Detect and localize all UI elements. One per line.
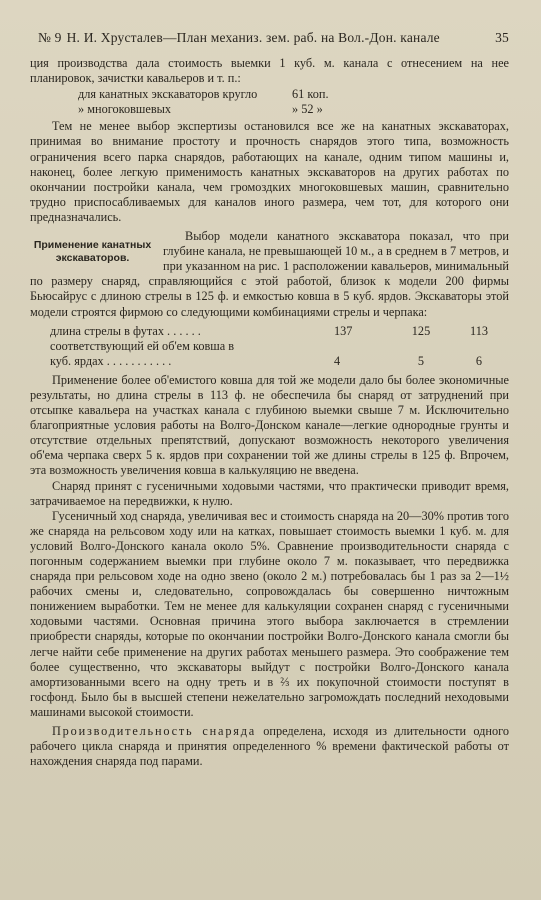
cost-label: » многоковшевых (78, 102, 172, 117)
table-cell: 125 (411, 323, 431, 338)
cost-label: для канатных экскаваторов кругло (78, 87, 258, 102)
row-label: длина стрелы в футах . . . . . . (50, 323, 201, 338)
row-label: соответствующий ей об'ем ковша в (50, 338, 235, 353)
list-item (30, 102, 509, 117)
list-item (30, 87, 509, 102)
article-body (30, 56, 509, 769)
table-row (50, 324, 509, 339)
issue-number: № 9 (38, 30, 62, 45)
table-cell: 5 (417, 353, 425, 368)
cost-value: 61 коп. (292, 87, 329, 102)
paragraph: Выбор модели канатного экскаватора показал, что при глубине канала, не превышающей 10 м., а в среднем в 7 метров, и при указанном на рис. 1 расположении кавальеров, минимальный по размеру снаряд, справляющийся с этой работой, близок к модели 200 фирмы Бьюсайрус с длиною стрелы в 125 ф. и емкостью ковша в 5 куб. ярдов. Экскаваторы этой модели строятся фирмою со следующими комбинациями стрелы и черпака: (30, 229, 509, 319)
running-header (30, 30, 509, 46)
table-row (50, 354, 509, 369)
table-row (50, 339, 509, 354)
paragraph: Применение более об'емистого ковша для той же модели дало бы более экономичные результаты, но длина стрелы в 113 ф. не обеспечила бы снаряд от затруднений при отсыпке кавальера на участках канала с глубиною выемки свыше 7 м. Исключительно благоприятные условия работы на Волго-Донском канале—легкие однородные грунты и отсутствие отдельных препятствий, допускают возможность некоторого увеличения об'ема черпака сверх 5 к. ярдов при сохранении той же длины стрелы в 125 ф. Впрочем, эта возможность увеличения ковша в калькуляцию не введена. (30, 372, 509, 478)
row-label: куб. ярдах . . . . . . . . . . . (50, 353, 172, 368)
paragraph: Тем не менее выбор экспертизы остановился все же на канатных экскаваторах, принимая во внимание простоту и прочность снарядов этого типа, возможность ограничения всего парка снарядов, работающих на канале, одним типом машины и, наконец, более легкую применимость канатных экскаваторов на других работах по окончании постройки канала, чем громоздких многоковшевых машин, сравнительно трудно приспосабливаемых для каналов иного размера, чем тот, для которого они предназначались. (30, 119, 509, 224)
paragraph: Снаряд принят с гусеничными ходовыми частями, что практически приводит время, затрачиваемое на передвижки, к нулю. (30, 478, 509, 508)
paragraph-text: определена, исходя из длительности одного рабочего цикла снаряда и принятия определенного % времени фактической работы от нахождения снаряда под парами. (30, 724, 509, 769)
running-title: Н. И. Хрусталев—План механиз. зем. раб. на Вол.-Дон. канале (66, 30, 440, 45)
side-heading: Применение канатных экскаваторов. (33, 239, 152, 264)
table-cell: 113 (470, 323, 488, 338)
boom-bucket-table (50, 324, 509, 369)
paragraph (30, 724, 509, 769)
cost-list (30, 87, 509, 117)
page-number: 35 (495, 30, 509, 45)
paragraph: Гусеничный ход снаряда, увеличивая вес и стоимость снаряда на 20—30% против того же снаряда на рельсовом ходу или на катках, повышает стоимость выемки 1 куб. м. для условий Волго-Донского канала около 5%. Сравнение производительности снаряда с погонным содержанием выемки при глубине около 7 м. показывает, что передвижка снаряда при рельсовом ходе на одно звено (около 2 м.) потребовалась бы 1 раз за 2—1½ рабочих смены и, следовательно, сопровождалась бы совершенно ничтожным понижением выработки. Тем не менее для калькуляции сохранен снаряд с гусеничными ходовыми частями. Основная причина этого выбора заключается в стремлении приобрести снаряды, которые по окончании постройки Волго-Донского канала смогли бы легче найти себе применение на других работах меньшего размера. Это соображение тем более существенно, что экскаваторы выйдут с постройки Волго-Донского канала амортизованными всего на одну треть и в ⅔ их покупочной стоимости поступят в госфонд. Было бы в высшей степени нежелательно загромождать последний неходовыми машинами высокой стоимости. (30, 508, 509, 719)
cost-value: » 52 » (292, 102, 323, 117)
table-cell: 137 (334, 323, 353, 338)
paragraph: ция производства дала стоимость выемки 1 куб. м. канала с отнесением на нее планировок, зачистки кавальеров и т. п.: (30, 56, 509, 86)
section-excavator-choice (30, 229, 509, 320)
table-cell: 4 (334, 353, 341, 368)
spaced-emphasis: Производительность снаряда (52, 724, 257, 739)
table-cell: 6 (475, 353, 483, 368)
